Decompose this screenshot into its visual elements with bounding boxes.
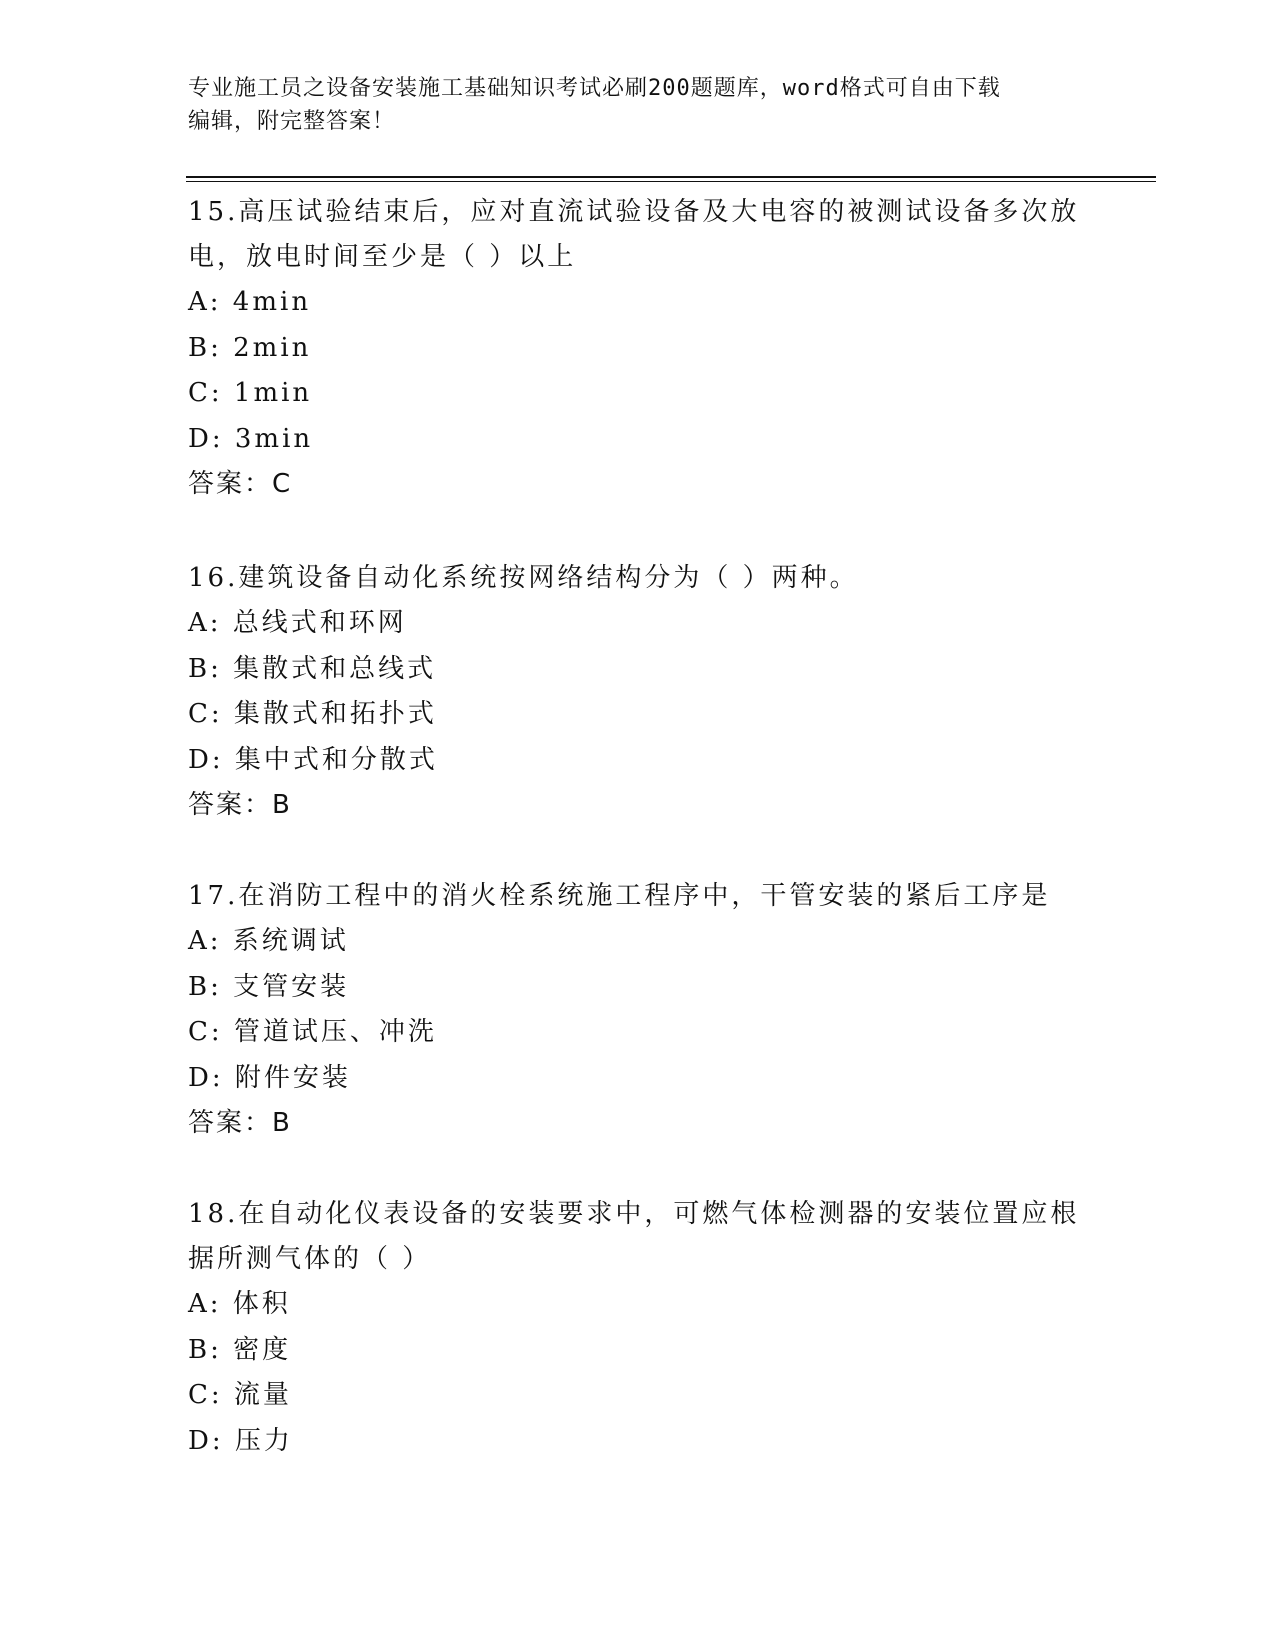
header-divider-thin	[186, 181, 1156, 182]
question-15	[188, 190, 1088, 507]
option-c: C: 流量	[188, 1380, 292, 1410]
document-header	[188, 72, 1088, 138]
option-d: D: 压力	[188, 1425, 293, 1456]
option-a: A: 4min	[188, 287, 312, 317]
question-stem-line-2: 电，放电时间至少是（ ）以上	[188, 242, 577, 272]
option-c: C: 集散式和拓扑式	[188, 699, 437, 729]
option-a: A: 总线式和环网	[188, 608, 407, 638]
option-b: B: 密度	[188, 1334, 292, 1365]
option-c: C: 1min	[188, 378, 313, 408]
answer-line: 答案：B	[188, 1108, 292, 1138]
question-stem-line-1: 16.建筑设备自动化系统按网络结构分为（ ）两种。	[188, 563, 859, 593]
answer-line: 答案：C	[188, 469, 293, 499]
option-a: A: 系统调试	[188, 926, 349, 956]
option-d: D: 集中式和分散式	[188, 744, 438, 775]
option-d: D: 附件安装	[188, 1062, 351, 1093]
question-stem-line-1: 18.在自动化仪表设备的安装要求中，可燃气体检测器的安装位置应根	[188, 1199, 1080, 1229]
question-stem-line-1: 17.在消防工程中的消火栓系统施工程序中，干管安装的紧后工序是	[188, 881, 1051, 911]
option-d: D: 3min	[188, 423, 314, 454]
question-16	[188, 556, 1088, 828]
option-c: C: 管道试压、冲洗	[188, 1017, 437, 1047]
question-stem-line-1: 15.高压试验结束后，应对直流试验设备及大电容的被测试设备多次放	[188, 197, 1080, 227]
option-b: B: 2min	[188, 332, 312, 363]
option-a: A: 体积	[188, 1289, 291, 1319]
header-title-line-2: 编辑，附完整答案！	[188, 109, 396, 134]
answer-line: 答案：B	[188, 790, 292, 820]
header-title-line-1: 专业施工员之设备安装施工基础知识考试必刷200题题库，word格式可自由下载	[188, 76, 1001, 101]
question-17	[188, 874, 1088, 1146]
option-b: B: 集散式和总线式	[188, 653, 437, 684]
question-18	[188, 1192, 1088, 1464]
question-stem-line-2: 据所测气体的（ ）	[188, 1244, 432, 1274]
header-divider-thick	[186, 176, 1156, 178]
option-b: B: 支管安装	[188, 971, 350, 1002]
